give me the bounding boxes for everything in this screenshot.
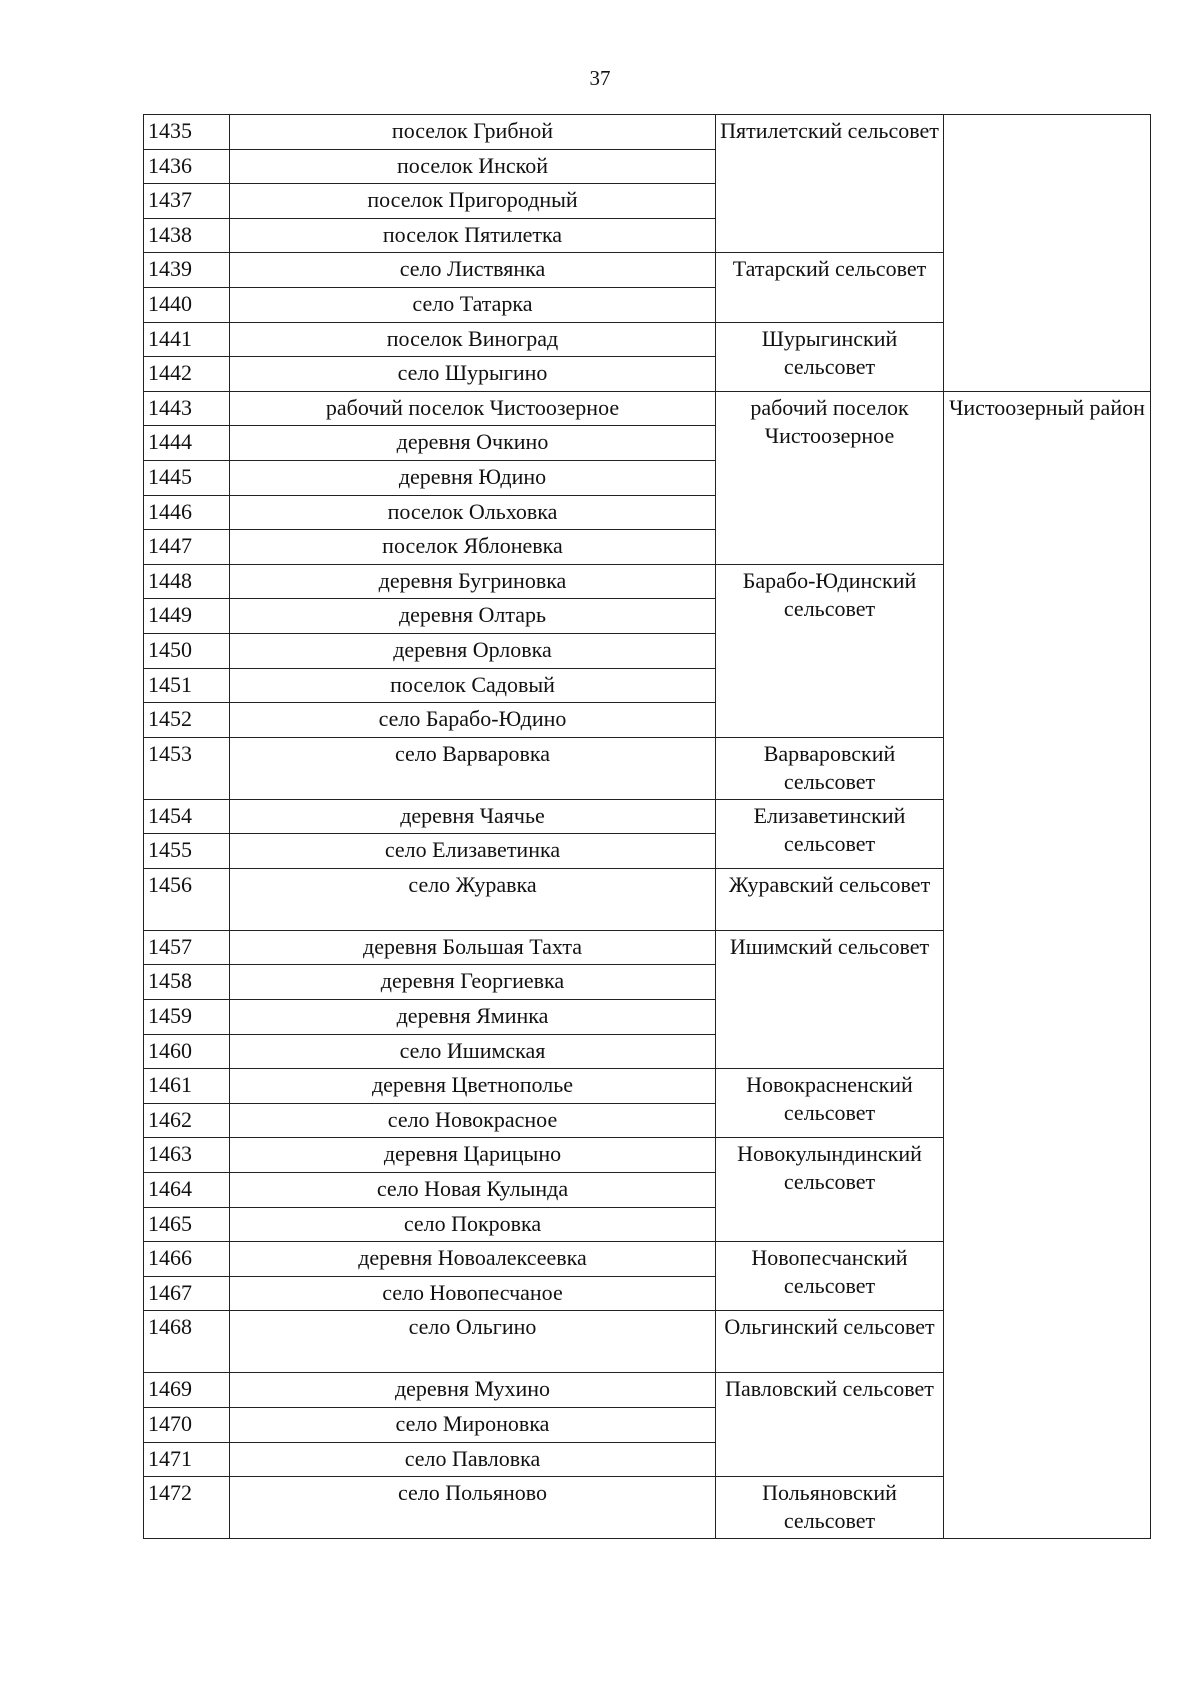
settlement-name: село Елизаветинка xyxy=(230,834,716,869)
council-cell: Новопесчанский сельсовет xyxy=(716,1242,944,1311)
settlement-name: село Татарка xyxy=(230,287,716,322)
row-number: 1472 xyxy=(144,1477,230,1539)
settlement-name: деревня Георгиевка xyxy=(230,965,716,1000)
settlement-name: село Варваровка xyxy=(230,737,716,799)
settlement-name: деревня Орловка xyxy=(230,633,716,668)
settlement-name: рабочий поселок Чистоозерное xyxy=(230,391,716,426)
council-cell: Ишимский сельсовет xyxy=(716,930,944,1068)
row-number: 1460 xyxy=(144,1034,230,1069)
council-cell: Польяновский сельсовет xyxy=(716,1477,944,1539)
row-number: 1461 xyxy=(144,1069,230,1104)
settlement-name: поселок Ольховка xyxy=(230,495,716,530)
row-number: 1437 xyxy=(144,184,230,219)
council-cell: Журавский сельсовет xyxy=(716,868,944,930)
council-cell: Барабо-Юдинский сельсовет xyxy=(716,564,944,737)
settlement-name: село Шурыгино xyxy=(230,357,716,392)
row-number: 1468 xyxy=(144,1311,230,1373)
council-cell: Новокрасненский сельсовет xyxy=(716,1069,944,1138)
settlement-name: деревня Царицыно xyxy=(230,1138,716,1173)
row-number: 1458 xyxy=(144,965,230,1000)
settlement-name: деревня Новоалексеевка xyxy=(230,1242,716,1277)
row-number: 1454 xyxy=(144,799,230,834)
settlement-name: деревня Юдино xyxy=(230,460,716,495)
council-cell: Татарский сельсовет xyxy=(716,253,944,322)
page-number: 37 xyxy=(589,66,611,90)
district-cell: Чистоозерный район xyxy=(944,391,1151,1538)
settlement-name: село Польяново xyxy=(230,1477,716,1539)
settlement-name: деревня Яминка xyxy=(230,1000,716,1035)
row-number: 1435 xyxy=(144,115,230,150)
row-number: 1457 xyxy=(144,930,230,965)
row-number: 1456 xyxy=(144,868,230,930)
row-number: 1466 xyxy=(144,1242,230,1277)
row-number: 1471 xyxy=(144,1442,230,1477)
settlement-name: село Журавка xyxy=(230,868,716,930)
council-cell: Шурыгинский сельсовет xyxy=(716,322,944,391)
settlement-name: поселок Инской xyxy=(230,149,716,184)
settlement-name: поселок Садовый xyxy=(230,668,716,703)
row-number: 1459 xyxy=(144,1000,230,1035)
settlement-name: село Мироновка xyxy=(230,1408,716,1443)
row-number: 1447 xyxy=(144,530,230,565)
row-number: 1451 xyxy=(144,668,230,703)
row-number: 1440 xyxy=(144,287,230,322)
settlement-name: деревня Цветнополье xyxy=(230,1069,716,1104)
settlement-name: деревня Очкино xyxy=(230,426,716,461)
row-number: 1464 xyxy=(144,1173,230,1208)
settlement-name: село Ишимская xyxy=(230,1034,716,1069)
council-cell: Новокулындинский сельсовет xyxy=(716,1138,944,1242)
settlement-name: деревня Чаячье xyxy=(230,799,716,834)
row-number: 1442 xyxy=(144,357,230,392)
row-number: 1452 xyxy=(144,703,230,738)
row-number: 1449 xyxy=(144,599,230,634)
table-row xyxy=(144,115,1151,150)
row-number: 1469 xyxy=(144,1373,230,1408)
row-number: 1455 xyxy=(144,834,230,869)
settlement-name: село Новокрасное xyxy=(230,1103,716,1138)
row-number: 1453 xyxy=(144,737,230,799)
row-number: 1439 xyxy=(144,253,230,288)
row-number: 1441 xyxy=(144,322,230,357)
row-number: 1443 xyxy=(144,391,230,426)
settlement-name: село Ольгино xyxy=(230,1311,716,1373)
row-number: 1438 xyxy=(144,218,230,253)
row-number: 1446 xyxy=(144,495,230,530)
council-cell: Варваровский сельсовет xyxy=(716,737,944,799)
row-number: 1450 xyxy=(144,633,230,668)
settlement-name: поселок Грибной xyxy=(230,115,716,150)
row-number: 1448 xyxy=(144,564,230,599)
row-number: 1436 xyxy=(144,149,230,184)
row-number: 1463 xyxy=(144,1138,230,1173)
council-cell: рабочий поселок Чистоозерное xyxy=(716,391,944,564)
settlement-name: поселок Пятилетка xyxy=(230,218,716,253)
settlement-name: поселок Яблоневка xyxy=(230,530,716,565)
district-cell xyxy=(944,115,1151,392)
settlement-name: поселок Виноград xyxy=(230,322,716,357)
settlement-name: село Покровка xyxy=(230,1207,716,1242)
settlement-name: деревня Олтарь xyxy=(230,599,716,634)
settlement-name: село Новая Кулында xyxy=(230,1173,716,1208)
row-number: 1467 xyxy=(144,1276,230,1311)
settlement-name: деревня Большая Тахта xyxy=(230,930,716,965)
settlement-name: деревня Мухино xyxy=(230,1373,716,1408)
row-number: 1470 xyxy=(144,1408,230,1443)
council-cell: Павловский сельсовет xyxy=(716,1373,944,1477)
settlement-name: поселок Пригородный xyxy=(230,184,716,219)
settlement-name: село Барабо-Юдино xyxy=(230,703,716,738)
settlement-name: село Павловка xyxy=(230,1442,716,1477)
table-row xyxy=(144,391,1151,426)
council-cell: Елизаветинский сельсовет xyxy=(716,799,944,868)
row-number: 1465 xyxy=(144,1207,230,1242)
row-number: 1444 xyxy=(144,426,230,461)
row-number: 1445 xyxy=(144,460,230,495)
settlements-table xyxy=(143,114,1151,1539)
council-cell: Ольгинский сельсовет xyxy=(716,1311,944,1373)
settlement-name: село Листвянка xyxy=(230,253,716,288)
row-number: 1462 xyxy=(144,1103,230,1138)
settlement-name: деревня Бугриновка xyxy=(230,564,716,599)
council-cell: Пятилетский сельсовет xyxy=(716,115,944,253)
settlement-name: село Новопесчаное xyxy=(230,1276,716,1311)
